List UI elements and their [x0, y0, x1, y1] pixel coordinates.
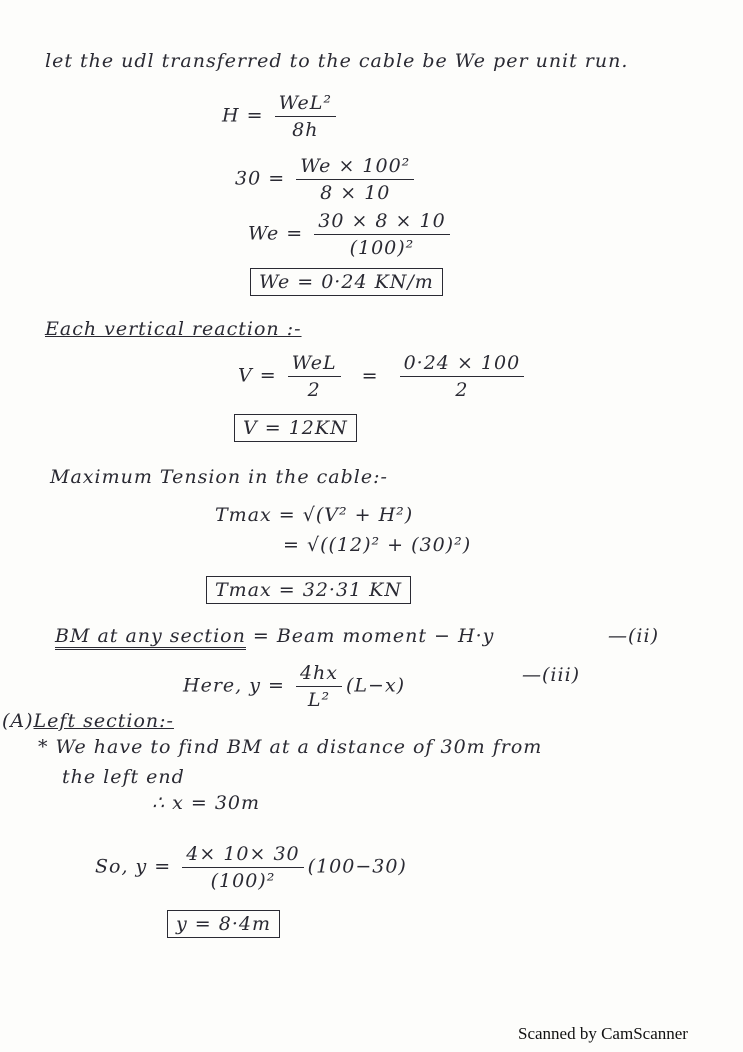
y-result-box: y = 8·4m	[167, 910, 280, 938]
tmax-substitution: = √((12)² + (30)²)	[283, 534, 472, 556]
find-text-2: the left end	[62, 766, 185, 788]
scanner-watermark: Scanned by CamScanner	[518, 1024, 688, 1043]
v-den: 2	[307, 379, 321, 401]
we-result-box: We = 0·24 KN/m	[250, 268, 443, 296]
we-num: 30 × 8 × 10	[314, 210, 449, 235]
bm-rhs: = Beam moment − H·y	[252, 625, 495, 647]
left-section-heading: Left section:-	[33, 710, 174, 732]
v-num2: 0·24 × 100	[400, 352, 525, 377]
here-lhs: Here, y =	[183, 674, 285, 697]
vertical-reaction-heading: Each vertical reaction :-	[45, 318, 302, 340]
v-formula	[238, 352, 528, 401]
we-lhs: We =	[248, 222, 304, 245]
here-den: L²	[307, 689, 331, 711]
so-rest: (100−30)	[307, 855, 407, 878]
v-num: WeL	[288, 352, 341, 377]
y-formula-ref: —(iii)	[522, 664, 581, 686]
h-lhs: H =	[222, 104, 264, 127]
so-lhs: So, y =	[95, 855, 172, 878]
we-den: (100)²	[349, 237, 415, 259]
left-section-line	[2, 710, 174, 732]
bm-heading: BM at any section	[55, 625, 246, 650]
x-value: ∴ x = 30m	[152, 792, 261, 814]
h-substitution	[235, 155, 418, 204]
max-tension-heading: Maximum Tension in the cable:-	[50, 466, 388, 488]
we-formula	[248, 210, 454, 259]
here-rest: (L−x)	[346, 674, 406, 697]
h2-num: We × 100²	[296, 155, 414, 180]
left-label: (A)	[2, 710, 34, 732]
h2-lhs: 30 =	[235, 167, 286, 190]
tmax-formula: Tmax = √(V² + H²)	[215, 504, 414, 526]
so-num: 4× 10× 30	[182, 843, 303, 868]
v-result-box: V = 12KN	[234, 414, 357, 442]
y-substitution	[95, 843, 407, 892]
bm-line	[55, 625, 494, 647]
find-text: * We have to find BM at a distance of 30m from	[38, 736, 543, 758]
v-eq: =	[361, 364, 379, 387]
y-formula	[183, 662, 405, 711]
h-formula	[222, 92, 340, 141]
bm-ref: —(ii)	[608, 625, 659, 647]
tmax-result-box: Tmax = 32·31 KN	[206, 576, 411, 604]
h-den: 8h	[292, 119, 319, 141]
h-num: WeL²	[275, 92, 336, 117]
h2-den: 8 × 10	[320, 182, 391, 204]
intro-line: let the udl transferred to the cable be We per unit run.	[45, 50, 629, 72]
v-den2: 2	[455, 379, 469, 401]
here-num: 4hx	[296, 662, 342, 687]
v-lhs: V =	[238, 364, 277, 387]
so-den: (100)²	[210, 870, 276, 892]
